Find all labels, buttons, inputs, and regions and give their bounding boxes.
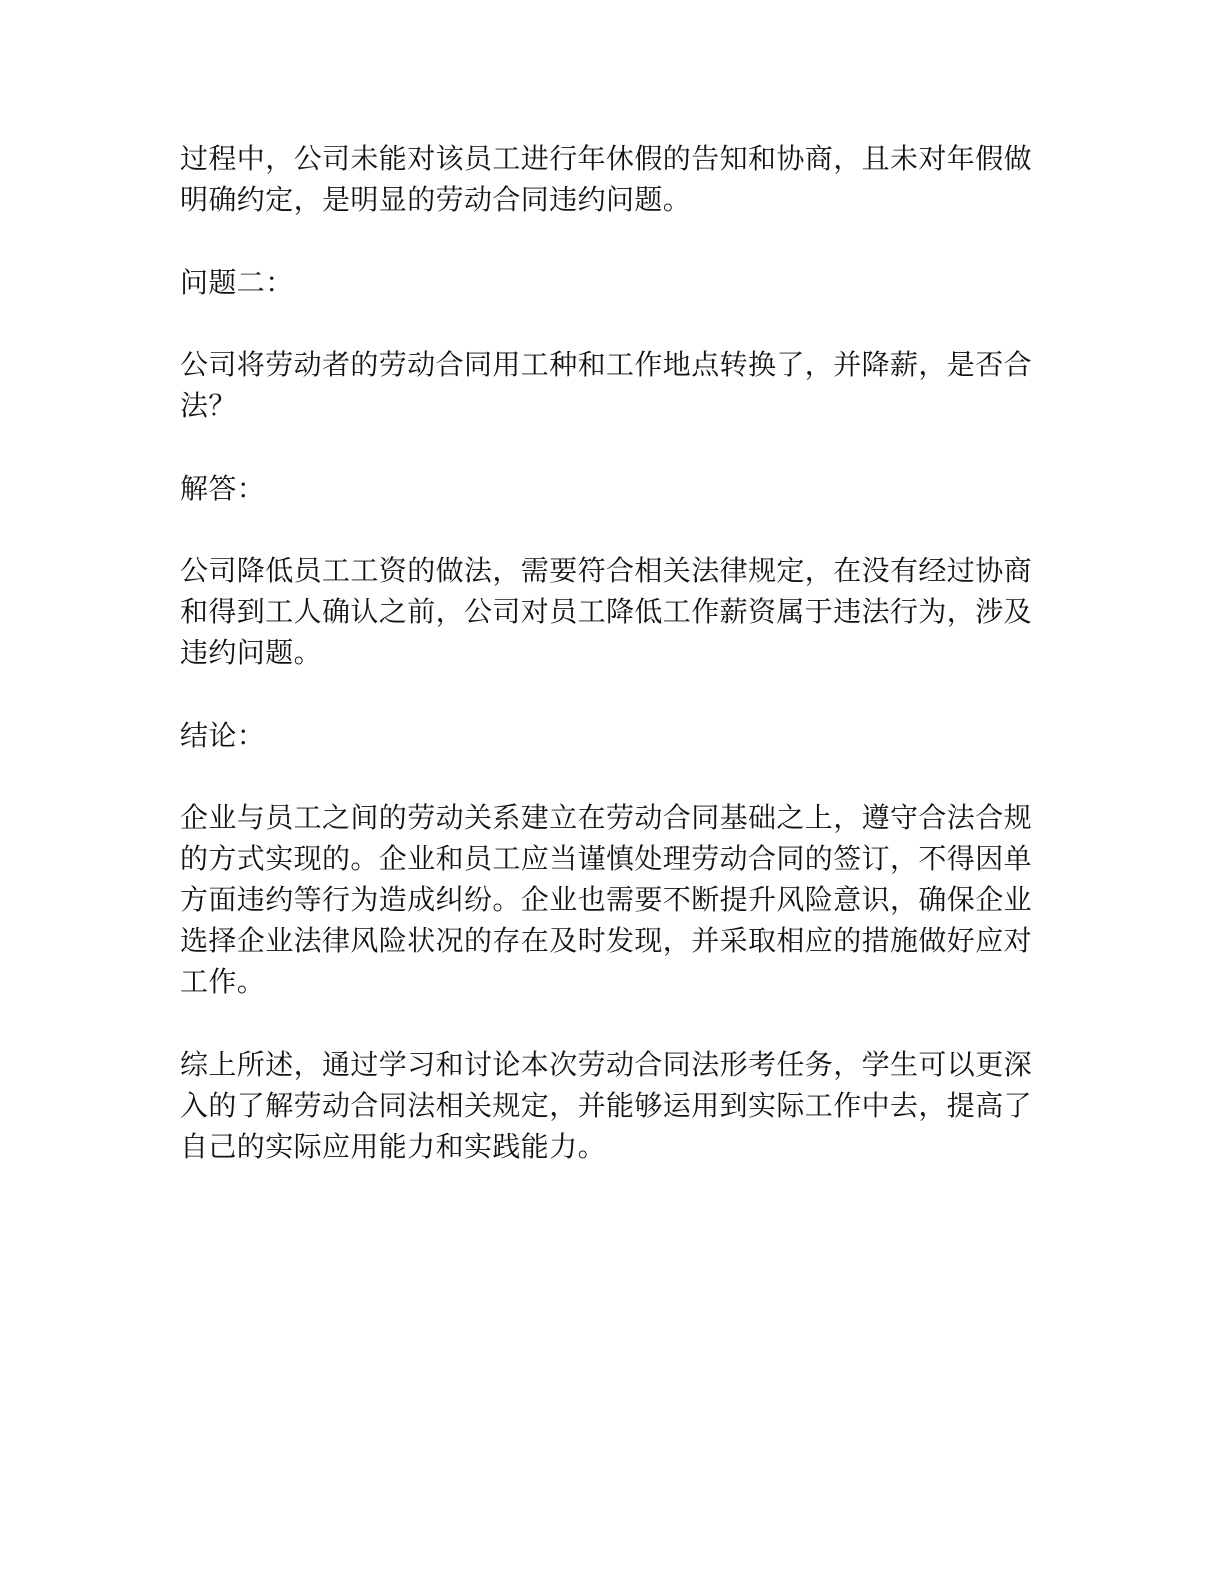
text-line: 过程中，公司未能对该员工进行年休假的告知和协商，且未对年假做 (180, 142, 1033, 175)
paragraph-summary (180, 1044, 1033, 1167)
text-line: 和得到工人确认之前，公司对员工降低工作薪资属于违法行为，涉及 (180, 595, 1033, 628)
heading-answer (180, 468, 1012, 509)
text-line: 解答： (180, 472, 266, 505)
text-line: 方面违约等行为造成纠纷。企业也需要不断提升风险意识，确保企业 (180, 883, 1033, 916)
text-line: 公司降低员工工资的做法，需要符合相关法律规定，在没有经过协商 (180, 554, 1033, 587)
paragraph-annual-leave-issue (180, 138, 1033, 220)
paragraph-conclusion-body (180, 797, 1033, 1002)
text-line: 入的了解劳动合同法相关规定，并能够运用到实际工作中去，提高了 (180, 1089, 1033, 1122)
text-line: 问题二： (180, 266, 294, 299)
text-line: 结论： (180, 719, 266, 752)
text-line: 自己的实际应用能力和实践能力。 (180, 1130, 607, 1163)
text-line: 工作。 (180, 965, 266, 998)
text-line: 选择企业法律风险状况的存在及时发现，并采取相应的措施做好应对 (180, 924, 1033, 957)
heading-conclusion (180, 715, 1012, 756)
heading-question-two (180, 262, 1012, 303)
text-line: 公司将劳动者的劳动合同用工种和工作地点转换了，并降薪，是否合 (180, 348, 1033, 381)
text-line: 综上所述，通过学习和讨论本次劳动合同法形考任务，学生可以更深 (180, 1048, 1033, 1081)
text-line: 明确约定，是明显的劳动合同违约问题。 (180, 183, 692, 216)
text-line: 违约问题。 (180, 636, 323, 669)
text-line: 的方式实现的。企业和员工应当谨慎处理劳动合同的签订，不得因单 (180, 842, 1033, 875)
text-line: 法？ (180, 389, 237, 422)
paragraph-answer-body (180, 550, 1033, 673)
text-line: 企业与员工之间的劳动关系建立在劳动合同基础之上，遵守合法合规 (180, 801, 1033, 834)
paragraph-question-two-body (180, 344, 1033, 426)
